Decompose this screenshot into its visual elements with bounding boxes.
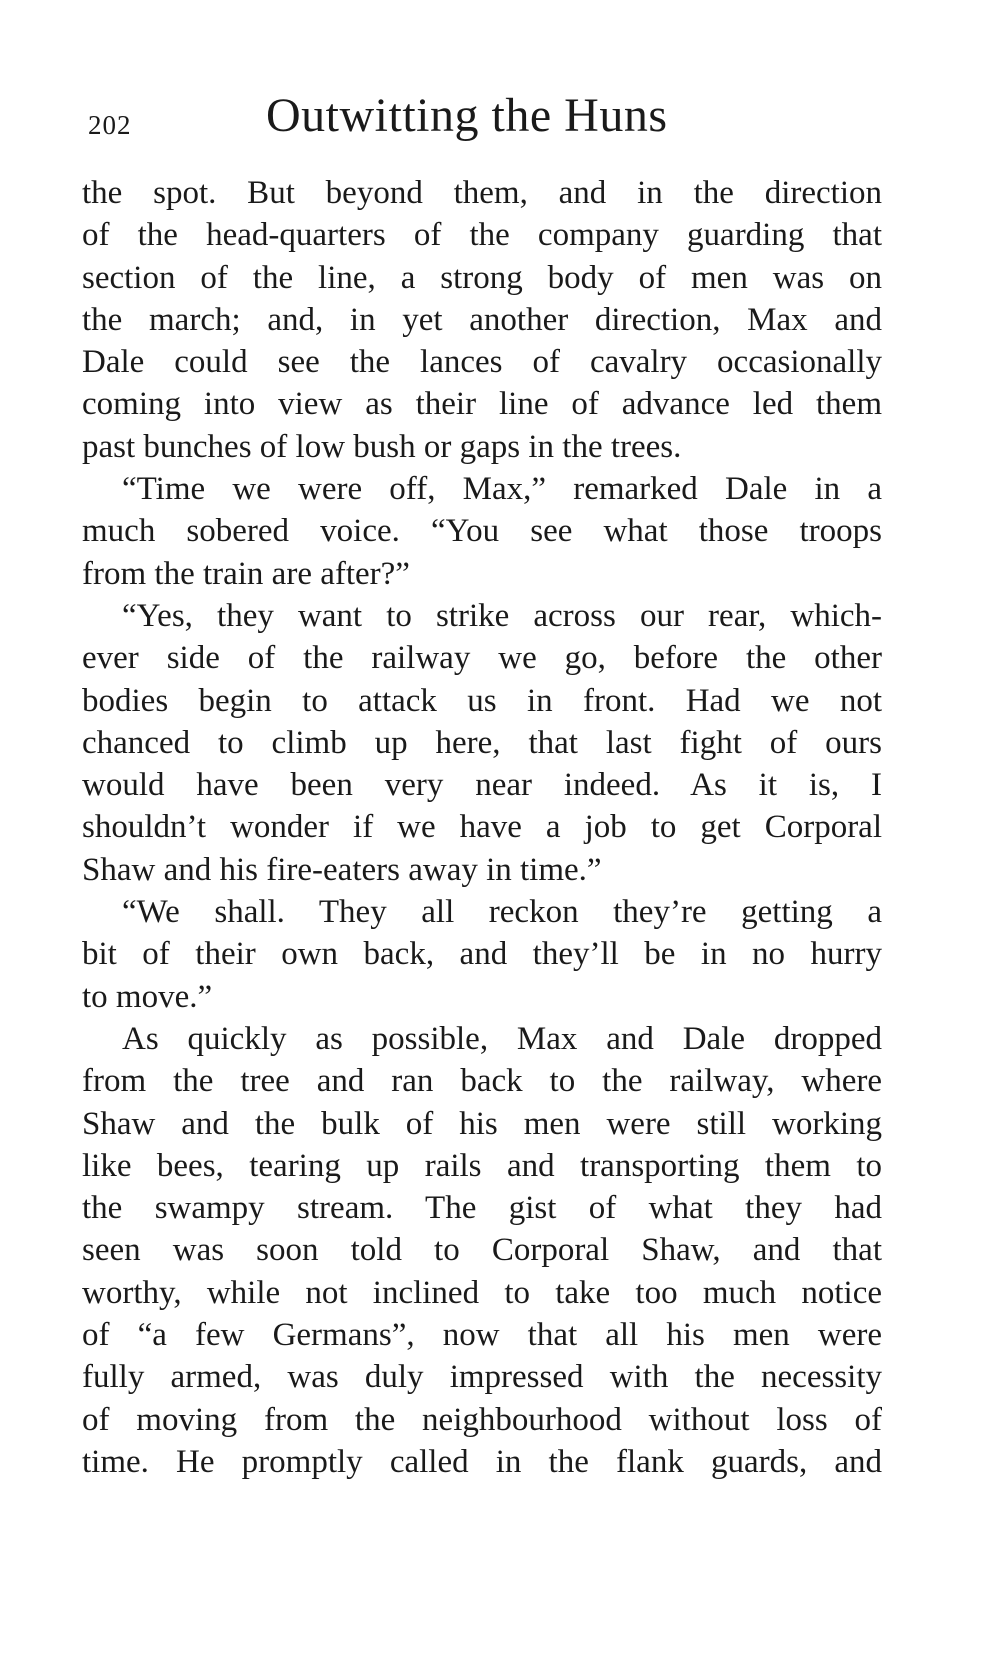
text-line: chanced to climb up here, that last fight of ours (82, 724, 882, 761)
text-line: to move.” (82, 978, 213, 1015)
text-line: from the tree and ran back to the railway, where (82, 1063, 882, 1100)
text-line: ever side of the railway we go, before the other (82, 640, 882, 677)
text-line: As quickly as possible, Max and Dale dropped (122, 1020, 882, 1057)
text-line: bodies begin to attack us in front. Had we not (82, 682, 882, 719)
body-text (82, 172, 882, 1483)
running-title: Outwitting the Huns (266, 89, 668, 142)
text-line: past bunches of low bush or gaps in the trees. (82, 428, 682, 465)
text-line: Shaw and the bulk of his men were still working (82, 1105, 882, 1142)
text-line: “Time we were off, Max,” remarked Dale in a (122, 471, 882, 508)
text-line: “Yes, they want to strike across our rear, which- (122, 597, 882, 634)
text-line: Shaw and his fire-eaters away in time.” (82, 851, 602, 888)
text-line: of “a few Germans”, now that all his men were (82, 1317, 882, 1354)
text-line: bit of their own back, and they’ll be in no hurry (82, 936, 882, 973)
text-line: worthy, while not inclined to take too much notice (82, 1274, 882, 1311)
text-line: time. He promptly called in the flank guards, and (82, 1443, 882, 1480)
text-line: like bees, tearing up rails and transporting them to (82, 1147, 882, 1184)
page-number: 202 (88, 110, 132, 140)
text-line: seen was soon told to Corporal Shaw, and that (82, 1232, 882, 1269)
text-line: of the head-quarters of the company guarding that (82, 217, 882, 254)
text-line: the swampy stream. The gist of what they had (82, 1190, 882, 1227)
text-line: section of the line, a strong body of men was on (82, 259, 882, 296)
text-line: much sobered voice. “You see what those troops (82, 513, 882, 550)
running-head (88, 88, 788, 148)
text-line: coming into view as their line of advance led them (82, 386, 882, 423)
text-line: fully armed, was duly impressed with the necessity (82, 1359, 882, 1396)
text-line: the spot. But beyond them, and in the direction (82, 175, 882, 211)
text-line: Dale could see the lances of cavalry occasionally (82, 344, 882, 381)
text-line: from the train are after?” (82, 555, 410, 592)
text-line: would have been very near indeed. As it is, I (82, 767, 882, 804)
text-line: the march; and, in yet another direction, Max and (82, 301, 882, 338)
text-line: “We shall. They all reckon they’re getting a (122, 894, 882, 931)
text-line: of moving from the neighbourhood without loss of (82, 1401, 882, 1438)
text-line: shouldn’t wonder if we have a job to get Corporal (82, 809, 882, 846)
